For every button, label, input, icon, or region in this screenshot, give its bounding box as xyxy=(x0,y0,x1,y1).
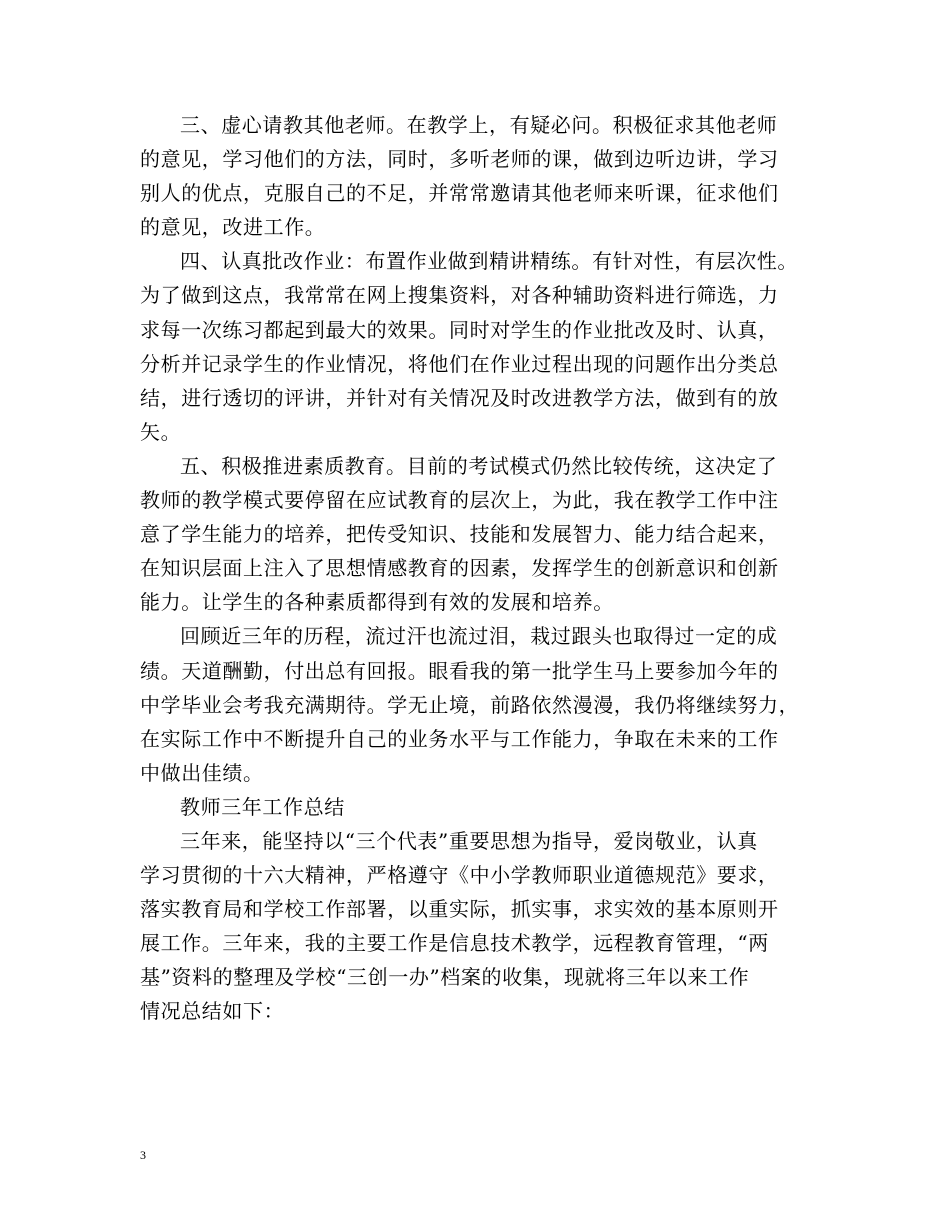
text-line: 四、认真批改作业：布置作业做到精讲精练。有针对性，有层次性。 xyxy=(180,249,798,274)
text-line: 学习贯彻的十六大精神，严格遵守《中小学教师职业道德规范》要求， xyxy=(140,863,779,888)
document-body xyxy=(140,108,820,1029)
text-line: 在实际工作中不断提升自己的业务水平与工作能力，争取在未来的工作 xyxy=(140,726,779,751)
text-line: 五、积极推进素质教育。目前的考试模式仍然比较传统，这决定了 xyxy=(180,453,778,478)
text-line: 落实教育局和学校工作部署，以重实际，抓实事，求实效的基本原则开 xyxy=(140,897,779,922)
text-line: 在知识层面上注入了思想情感教育的因素，发挥学生的创新意识和创新 xyxy=(140,556,779,581)
text-line: 三、虚心请教其他老师。在教学上，有疑必问。积极征求其他老师 xyxy=(180,113,778,137)
text-line: 的意见，改进工作。 xyxy=(140,215,326,240)
text-line: 中学毕业会考我充满期待。学无止境，前路依然漫漫，我仍将继续努力， xyxy=(140,692,800,717)
text-line: 意了学生能力的培养，把传受知识、技能和发展智力、能力结合起来， xyxy=(140,522,779,547)
text-line: 情况总结如下： xyxy=(140,999,285,1024)
text-line: 求每一次练习都起到最大的效果。同时对学生的作业批改及时、认真， xyxy=(140,317,779,342)
text-line: 展工作。三年来，我的主要工作是信息技术教学，远程教育管理，“两 xyxy=(140,931,769,956)
text-line: 别人的优点，克服自己的不足，并常常邀请其他老师来听课，征求他们 xyxy=(140,181,779,206)
text-line: 教师的教学模式要停留在应试教育的层次上，为此，我在教学工作中注 xyxy=(140,488,779,513)
text-line: 为了做到这点，我常常在网上搜集资料，对各种辅助资料进行筛选，力 xyxy=(140,283,779,308)
text-line: 基”资料的整理及学校“三创一办”档案的收集，现就将三年以来工作 xyxy=(140,965,750,990)
section-heading: 教师三年工作总结 xyxy=(180,794,345,819)
text-line: 的意见，学习他们的方法，同时，多听老师的课，做到边听边讲，学习 xyxy=(140,147,779,172)
text-line: 分析并记录学生的作业情况，将他们在作业过程出现的问题作出分类总 xyxy=(140,351,779,376)
text-line: 能力。让学生的各种素质都得到有效的发展和培养。 xyxy=(140,590,614,615)
page-number: 3 xyxy=(140,1148,146,1162)
text-line: 绩。天道酬勤，付出总有回报。眼看我的第一批学生马上要参加今年的 xyxy=(140,658,779,683)
text-line: 回顾近三年的历程，流过汗也流过泪，栽过跟头也取得过一定的成 xyxy=(180,624,778,649)
text-line: 三年来，能坚持以“三个代表”重要思想为指导，爱岗敬业，认真 xyxy=(180,828,758,853)
text-line: 矢。 xyxy=(140,419,182,444)
text-line: 中做出佳绩。 xyxy=(140,760,264,785)
text-line: 结，进行透切的评讲，并针对有关情况及时改进教学方法，做到有的放 xyxy=(140,385,779,410)
